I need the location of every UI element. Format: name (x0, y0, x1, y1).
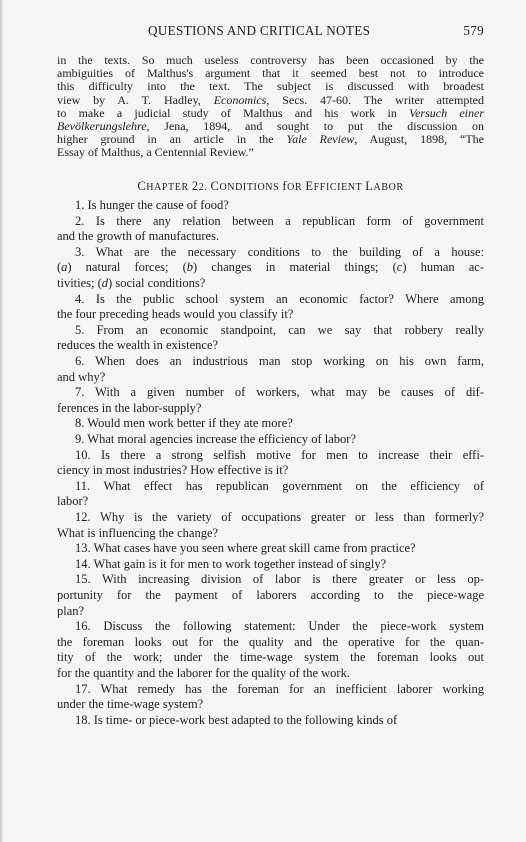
question-item (57, 214, 484, 245)
question-continuation: (a) natural forces; (b) changes in material things; (c) human ac- (57, 260, 484, 275)
question-text: 2. Is there any relation between a republican form of government (75, 213, 484, 228)
question-item (57, 619, 484, 681)
question-continuation: under the time-wage system? (57, 697, 204, 712)
question-item (57, 292, 484, 323)
question-text: 17. What remedy has the foreman for an inefficient laborer working (75, 681, 484, 696)
text-line: in the texts. So much useless controversy has been occasioned by the (57, 53, 484, 67)
running-title: QUESTIONS AND CRITICAL NOTES (148, 23, 371, 38)
question-text: 5. From an economic standpoint, can we say that robbery really (75, 322, 484, 337)
question-item (57, 323, 484, 354)
question-item (57, 448, 484, 479)
question-item (57, 385, 484, 416)
question-continuation: plan? (57, 603, 85, 618)
question-text: 1. Is hunger the cause of food? (75, 198, 229, 212)
text-line: Essay of Malthus, a Centennial Review.” (57, 145, 254, 160)
question-item (57, 198, 484, 214)
question-item (57, 557, 484, 573)
question-item (57, 572, 484, 619)
question-text: 4. Is the public school system an economic factor? Where among (75, 291, 484, 306)
question-text: 18. Is time- or piece-work best adapted to the following kinds of (75, 712, 398, 727)
question-continuation: tivities; (d) social conditions? (57, 275, 206, 290)
question-continuation: portunity for the payment of laborers according to the piece-wage (57, 587, 484, 602)
question-text: 16. Discuss the following statement: Under the piece-work system (75, 619, 484, 634)
question-text: 14. What gain is it for men to work together instead of singly? (75, 556, 387, 571)
question-continuation: What is influencing the change? (57, 525, 219, 540)
question-text: 7. With a given number of workers, what may be causes of dif- (75, 385, 484, 400)
text-line: to make a judicial study of Malthus and his work in Versuch einer (57, 105, 484, 120)
text-line: Bevölkerungslehre, Jena, 1894, and sought to put the discussion on (57, 118, 484, 133)
question-item (57, 245, 484, 292)
question-item (57, 479, 484, 510)
text-line: ambiguities of Malthus's argument that it seemed best not to introduce (57, 66, 484, 81)
question-text: 15. With increasing division of labor is there greater or less op- (75, 572, 484, 587)
page-number: 579 (463, 23, 484, 38)
question-item (57, 432, 484, 448)
question-item (57, 354, 484, 385)
question-text: 6. When does an industrious man stop working on his own farm, (75, 354, 484, 368)
chapter-heading (57, 179, 484, 194)
question-continuation: for the quantity and the laborer for the quality of the work. (57, 665, 350, 680)
question-item (57, 416, 484, 432)
chapter-heading-text: CHAPTER 22. CONDITIONS fOR EFFICIENT LABOR (137, 179, 404, 193)
question-text: 12. Why is the variety of occupations greater or less than formerly? (75, 510, 484, 524)
question-item (57, 510, 484, 541)
question-continuation: reduces the wealth in existence? (57, 338, 219, 353)
question-item (57, 682, 484, 713)
question-continuation: and the growth of manufactures. (57, 229, 220, 244)
question-continuation: labor? (57, 494, 89, 509)
question-text: 3. What are the necessary conditions to the building of a house: (75, 244, 484, 259)
question-continuation: and why? (57, 369, 106, 384)
question-continuation: ciency in most industries? How effective is it? (57, 463, 289, 478)
running-header (57, 23, 484, 39)
question-text: 11. What effect has republican government on the efficiency of (75, 478, 484, 493)
page-edge (0, 0, 3, 842)
intro-paragraph (57, 54, 484, 160)
question-continuation: ferences in the labor-supply? (57, 400, 202, 415)
question-text: 13. What cases have you seen where great skill came from practice? (75, 541, 416, 556)
text-line: higher ground in an article in the Yale Review, August, 1898, “The (57, 132, 484, 147)
question-item (57, 541, 484, 557)
question-continuation: the foreman looks out for the quality and the operative for the quan- (57, 634, 484, 649)
question-continuation: tity of the work; under the time-wage system the foreman looks out (57, 650, 484, 665)
question-item (57, 713, 484, 729)
question-text: 9. What moral agencies increase the efficiency of labor? (75, 432, 356, 446)
question-text: 10. Is there a strong selfish motive for men to increase their effi- (75, 447, 484, 462)
question-text: 8. Would men work better if they ate more? (75, 416, 293, 431)
question-continuation: the four preceding heads would you classify it? (57, 307, 294, 322)
text-line: view by A. T. Hadley, Economics, Secs. 47-60. The writer attempted (57, 92, 484, 107)
text-line: this difficulty into the text. The subject is discussed with broadest (57, 79, 484, 94)
